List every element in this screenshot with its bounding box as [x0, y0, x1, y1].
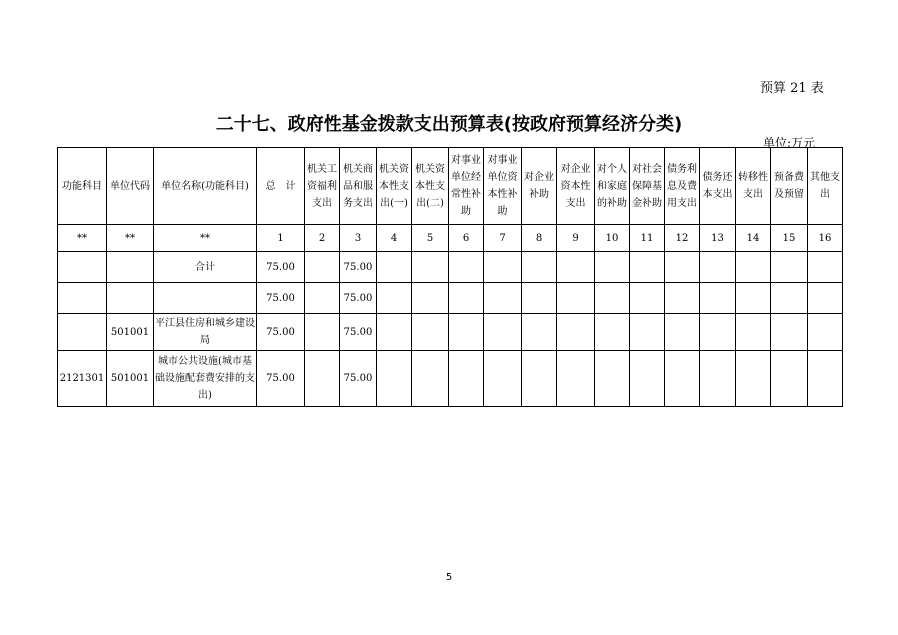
- header-cell: 债务还本支出: [700, 148, 736, 225]
- table-cell: 75.00: [340, 283, 377, 314]
- table-cell: [736, 283, 771, 314]
- table-cell: [522, 252, 557, 283]
- table-cell: 2121301: [58, 351, 107, 407]
- table-cell: [808, 252, 843, 283]
- table-row-total: [58, 252, 843, 283]
- table-cell: 合计: [154, 252, 257, 283]
- table-cell: [484, 283, 522, 314]
- table-cell: [630, 252, 665, 283]
- header-cell: 债务利息及费用支出: [665, 148, 700, 225]
- table-cell: [58, 283, 107, 314]
- column-number-cell: 5: [412, 225, 449, 252]
- table-cell: [522, 283, 557, 314]
- page-title: 二十七、政府性基金拨款支出预算表(按政府预算经济分类): [215, 114, 683, 135]
- table-cell: [412, 314, 449, 351]
- table-cell: [412, 252, 449, 283]
- header-cell: 总 计: [257, 148, 305, 225]
- table-cell: [557, 283, 595, 314]
- header-cell: 机关商品和服务支出: [340, 148, 377, 225]
- table-cell: [771, 252, 808, 283]
- table-cell: [630, 351, 665, 407]
- table-row: [58, 283, 843, 314]
- table-cell: [58, 314, 107, 351]
- table-cell: [630, 283, 665, 314]
- table-cell: 城市公共设施(城市基础设施配套费安排的支出): [154, 351, 257, 407]
- table-cell: [484, 351, 522, 407]
- table-cell: [449, 351, 484, 407]
- table-cell: [377, 252, 412, 283]
- table-cell: [484, 252, 522, 283]
- header-cell: 对个人和家庭的补助: [595, 148, 630, 225]
- column-number-cell: 3: [340, 225, 377, 252]
- table-cell: [595, 252, 630, 283]
- table-cell: [736, 314, 771, 351]
- table-cell: 75.00: [257, 252, 305, 283]
- column-number-cell: 10: [595, 225, 630, 252]
- table-cell: [107, 252, 154, 283]
- table-cell: 平江县住房和城乡建设局: [154, 314, 257, 351]
- header-cell: 机关资本性支出(二): [412, 148, 449, 225]
- table-cell: [305, 283, 340, 314]
- table-row: [58, 351, 843, 407]
- header-cell: 机关资本性支出(一): [377, 148, 412, 225]
- table-number: 预算 21 表: [760, 81, 824, 96]
- header-cell: 对企业补助: [522, 148, 557, 225]
- table-cell: 501001: [107, 351, 154, 407]
- table-cell: [700, 314, 736, 351]
- column-number-cell: 2: [305, 225, 340, 252]
- table-cell: [557, 351, 595, 407]
- column-number-cell: 14: [736, 225, 771, 252]
- table-cell: [665, 314, 700, 351]
- table-cell: [771, 314, 808, 351]
- table-cell: [377, 283, 412, 314]
- table-cell: [412, 351, 449, 407]
- column-number-cell: 12: [665, 225, 700, 252]
- table-cell: 75.00: [257, 283, 305, 314]
- column-number-cell: **: [107, 225, 154, 252]
- table-cell: [58, 252, 107, 283]
- table-cell: [449, 252, 484, 283]
- table-cell: [700, 351, 736, 407]
- header-cell: 其他支出: [808, 148, 843, 225]
- table-cell: [557, 252, 595, 283]
- table-cell: [736, 252, 771, 283]
- table-cell: [305, 252, 340, 283]
- table-cell: [557, 314, 595, 351]
- table-cell: [377, 351, 412, 407]
- table-cell: [630, 314, 665, 351]
- table-cell: [377, 314, 412, 351]
- column-number-row: [58, 225, 843, 252]
- column-number-cell: **: [58, 225, 107, 252]
- column-number-cell: 4: [377, 225, 412, 252]
- header-cell: 对事业单位资本性补助: [484, 148, 522, 225]
- header-cell: 单位名称(功能科目): [154, 148, 257, 225]
- table-cell: [449, 283, 484, 314]
- table-cell: [700, 252, 736, 283]
- table-cell: [595, 314, 630, 351]
- table-cell: [771, 351, 808, 407]
- table-cell: [412, 283, 449, 314]
- header-cell: 对社会保障基金补助: [630, 148, 665, 225]
- column-number-cell: 15: [771, 225, 808, 252]
- table-cell: 75.00: [257, 351, 305, 407]
- table-cell: [700, 283, 736, 314]
- table-cell: [522, 314, 557, 351]
- table-row: [58, 314, 843, 351]
- column-number-cell: 9: [557, 225, 595, 252]
- header-cell: 转移性支出: [736, 148, 771, 225]
- column-number-cell: 7: [484, 225, 522, 252]
- column-number-cell: **: [154, 225, 257, 252]
- column-number-cell: 6: [449, 225, 484, 252]
- column-number-cell: 8: [522, 225, 557, 252]
- table-cell: [154, 283, 257, 314]
- column-number-cell: 13: [700, 225, 736, 252]
- column-number-cell: 16: [808, 225, 843, 252]
- header-row: [58, 148, 843, 225]
- table-cell: [522, 351, 557, 407]
- table-cell: [595, 351, 630, 407]
- table-cell: [736, 351, 771, 407]
- header-cell: 对事业单位经常性补助: [449, 148, 484, 225]
- table-cell: 75.00: [340, 351, 377, 407]
- column-number-cell: 1: [257, 225, 305, 252]
- table-cell: [305, 351, 340, 407]
- header-cell: 功能科目: [58, 148, 107, 225]
- table-cell: [771, 283, 808, 314]
- header-cell: 机关工资福利支出: [305, 148, 340, 225]
- unit-label: 单位:万元: [763, 136, 816, 150]
- header-cell: 对企业资本性支出: [557, 148, 595, 225]
- header-cell: 单位代码: [107, 148, 154, 225]
- table-cell: [665, 252, 700, 283]
- page-number: 5: [445, 572, 453, 583]
- table-cell: [665, 351, 700, 407]
- table-cell: [595, 283, 630, 314]
- table-cell: [808, 351, 843, 407]
- column-number-cell: 11: [630, 225, 665, 252]
- header-cell: 预备费及预留: [771, 148, 808, 225]
- table-cell: 75.00: [340, 314, 377, 351]
- table-cell: [305, 314, 340, 351]
- table-cell: [665, 283, 700, 314]
- table-cell: 501001: [107, 314, 154, 351]
- table-cell: [808, 283, 843, 314]
- table-cell: 75.00: [340, 252, 377, 283]
- budget-table: [57, 147, 843, 407]
- table-cell: [484, 314, 522, 351]
- table-cell: [449, 314, 484, 351]
- table-cell: [808, 314, 843, 351]
- table-cell: 75.00: [257, 314, 305, 351]
- table-cell: [107, 283, 154, 314]
